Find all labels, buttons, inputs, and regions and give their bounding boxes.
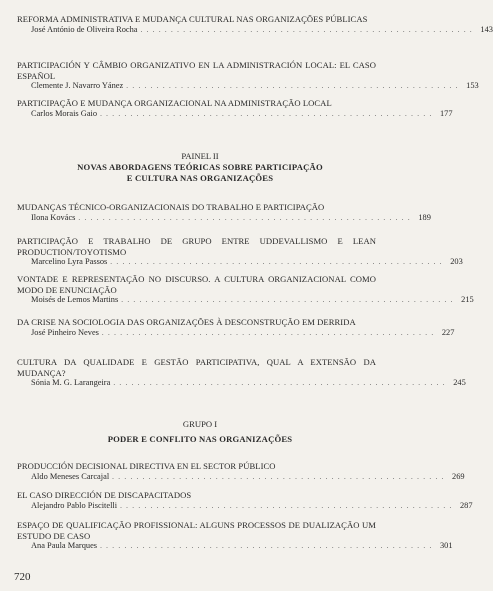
entry-row: [31, 108, 453, 120]
entry-title: DA CRISE NA SOCIOLOGIA DAS ORGANIZAÇÕES À DESCONSTRUÇÃO EM DERRIDA: [17, 317, 356, 327]
entry-title: PARTICIPACIÓN Y CÂMBIO ORGANIZATIVO EN LA ADMINISTRACIÓN LOCAL: EL CASO ESPAÑOL: [17, 60, 376, 81]
dot-leader: . . . . . . . . . . . . . . . . . . . . . . . . . . . . . . . . . . . . . . . . . . . . . . . . . . . . . . .: [110, 258, 443, 267]
dot-leader: . . . . . . . . . . . . . . . . . . . . . . . . . . . . . . . . . . . . . . . . . . . . . . . . . . . . . . .: [120, 501, 453, 510]
section-heading: [0, 419, 400, 445]
dot-leader: . . . . . . . . . . . . . . . . . . . . . . . . . . . . . . . . . . . . . . . . . . . . . . . . . . . . . . .: [101, 328, 435, 337]
entry-title: MUDANÇAS TÉCNICO-ORGANIZACIONAIS DO TRABALHO E PARTICIPAÇÃO: [17, 202, 325, 212]
entry-page-number: 143: [480, 24, 493, 34]
entry-author: José Pinheiro Neves: [31, 327, 99, 337]
section-heading: [0, 151, 400, 183]
entry-page-number: 227: [441, 327, 455, 337]
dot-leader: . . . . . . . . . . . . . . . . . . . . . . . . . . . . . . . . . . . . . . . . . . . . . . . . . . . . . . .: [121, 296, 454, 305]
entry-row: [31, 541, 453, 552]
entry-title: PARTICIPAÇÃO E MUDANÇA ORGANIZACIONAL NA ADMINISTRAÇÃO LOCAL: [17, 98, 332, 108]
entry-title: ESPAÇO DE QUALIFICAÇÃO PROFISSIONAL: ALGUNS PROCESSOS DE DUALIZAÇÃO UM ESTUDO DE CASO: [17, 520, 376, 541]
entry-author: Alejandro Pablo Piscitelli: [31, 500, 118, 510]
page-number: 720: [14, 571, 31, 583]
dot-leader: . . . . . . . . . . . . . . . . . . . . . . . . . . . . . . . . . . . . . . . . . . . . . . . . . . . . . . .: [100, 109, 433, 118]
entry-title: PARTICIPAÇÃO E TRABALHO DE GRUPO ENTRE UDDEVALLISMO E LEAN PRODUCTION/TOYOTISMO: [17, 236, 376, 257]
entry-author: Clemente J. Navarro Yánez: [31, 81, 124, 91]
toc-entry: [17, 98, 453, 119]
entry-page-number: 153: [466, 81, 479, 91]
toc-entry: [17, 202, 431, 223]
toc-entry: [17, 14, 493, 35]
entry-page-number: 203: [450, 257, 463, 267]
dot-leader: . . . . . . . . . . . . . . . . . . . . . . . . . . . . . . . . . . . . . . . . . . . . . . . . . . . . . . .: [112, 472, 445, 481]
entry-author: Ana Paula Marques: [31, 541, 98, 551]
entry-page-number: 245: [453, 378, 466, 388]
dot-leader: . . . . . . . . . . . . . . . . . . . . . . . . . . . . . . . . . . . . . . . . . . . . . . . . . . . . . . .: [140, 25, 473, 34]
entry-author: Aldo Meneses Carcajal: [31, 471, 110, 481]
section-title: E CULTURA NAS ORGANIZAÇÕES: [126, 172, 274, 183]
dot-leader: . . . . . . . . . . . . . . . . . . . . . . . . . . . . . . . . . . . . . . . . . . . . . . . . . . . . . . .: [113, 379, 446, 388]
toc-entry: [17, 520, 453, 552]
entry-title: PRODUCCIÓN DECISIONAL DIRECTIVA EN EL SECTOR PÚBLICO: [17, 461, 276, 471]
entry-row: [31, 257, 463, 268]
entry-title: REFORMA ADMINISTRATIVA E MUDANÇA CULTURAL NAS ORGANIZAÇÕES PÚBLICAS: [17, 14, 368, 24]
entry-author: Marcelino Lyra Passos: [31, 257, 108, 267]
toc-entry: [17, 274, 474, 306]
entry-row: [31, 81, 479, 92]
entry-page-number: 269: [452, 471, 465, 481]
toc-entry: [17, 317, 455, 338]
dot-leader: . . . . . . . . . . . . . . . . . . . . . . . . . . . . . . . . . . . . . . . . . . . . . . . . . . . . . . .: [126, 82, 459, 91]
entry-row: [31, 24, 493, 36]
section-label: PAINEL II: [181, 151, 219, 161]
entry-row: [31, 295, 474, 306]
entry-row: [31, 327, 455, 339]
section-title: PODER E CONFLITO NAS ORGANIZAÇÕES: [107, 433, 293, 444]
entry-author: Ilona Kovács: [31, 212, 76, 222]
entry-author: Moisés de Lemos Martins: [31, 295, 119, 305]
entry-title: VONTADE E REPRESENTAÇÃO NO DISCURSO. A CULTURA ORGANIZACIONAL COMO MODO DE ENUNCIAÇÃO: [17, 274, 376, 295]
entry-row: [31, 378, 466, 389]
section-title: NOVAS ABORDAGENS TEÓRICAS SOBRE PARTICIPAÇÃO: [77, 161, 323, 172]
dot-leader: . . . . . . . . . . . . . . . . . . . . . . . . . . . . . . . . . . . . . . . . . . . . . . . . . . . . . . .: [100, 542, 433, 551]
entry-page-number: 301: [439, 541, 453, 551]
entry-author: Sónia M. G. Larangeira: [31, 378, 111, 388]
entry-author: José António de Oliveira Rocha: [31, 24, 138, 34]
entry-page-number: 189: [418, 212, 431, 222]
entry-row: [31, 471, 465, 483]
dot-leader: . . . . . . . . . . . . . . . . . . . . . . . . . . . . . . . . . . . . . . . . . . . . . . . . . . . . . . .: [78, 213, 411, 222]
entry-page-number: 215: [461, 295, 474, 305]
entry-page-number: 287: [459, 500, 473, 510]
toc-entry: [17, 236, 463, 268]
entry-title: EL CASO DIRECCIÓN DE DISCAPACITADOS: [17, 490, 192, 500]
entry-page-number: 177: [439, 108, 453, 118]
entry-title: CULTURA DA QUALIDADE E GESTÃO PARTICIPATIVA, QUAL A EXTENSÃO DA MUDANÇA?: [17, 357, 376, 378]
toc-entry: [17, 60, 479, 92]
entry-author: Carlos Morais Gaio: [31, 108, 98, 118]
entry-row: [31, 500, 473, 512]
entry-row: [31, 212, 431, 224]
toc-entry: [17, 490, 473, 511]
section-label: GRUPO I: [182, 419, 218, 429]
toc-entry: [17, 461, 465, 482]
toc-entry: [17, 357, 466, 389]
